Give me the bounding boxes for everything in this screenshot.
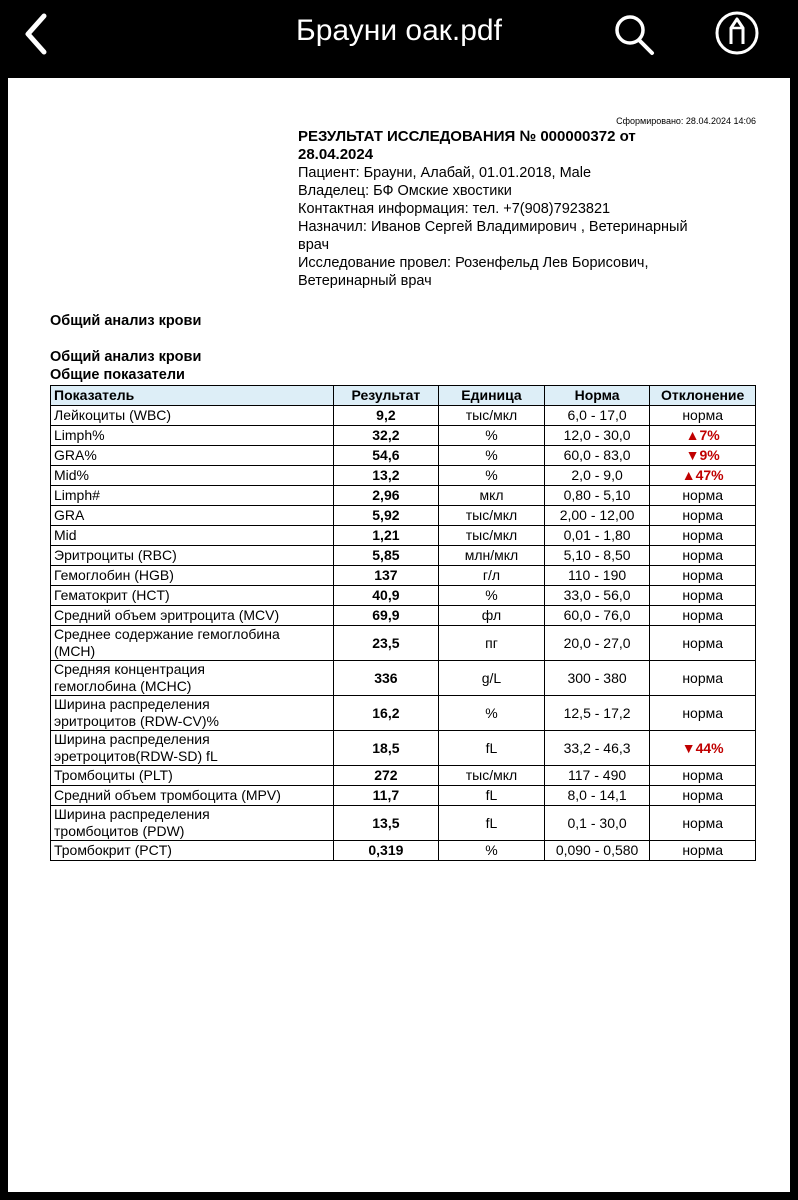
row-deviation: норма: [650, 486, 756, 506]
row-value: 5,92: [333, 506, 439, 526]
row-name-line1: Ширина распределения: [54, 696, 210, 712]
row-unit: тыс/мкл: [439, 406, 545, 426]
row-norm: 12,5 - 17,2: [544, 696, 650, 731]
results-table: [50, 385, 756, 861]
table-header-row: [51, 386, 756, 406]
row-name: [51, 626, 334, 661]
row-unit: %: [439, 446, 545, 466]
header-norm: Норма: [544, 386, 650, 406]
row-name-line2: эретроцитов(RDW-SD) fL: [54, 748, 218, 764]
row-unit: фл: [439, 606, 545, 626]
table-row: [51, 586, 756, 606]
row-value: 16,2: [333, 696, 439, 731]
row-name: GRA%: [51, 446, 334, 466]
contact-line: Контактная информация: тел. +7(908)7923821: [298, 201, 611, 217]
row-norm: 33,0 - 56,0: [544, 586, 650, 606]
row-deviation: норма: [650, 406, 756, 426]
table-row: [51, 626, 756, 661]
table-row: [51, 566, 756, 586]
row-name: Тромбоциты (PLT): [51, 766, 334, 786]
row-value: 13,2: [333, 466, 439, 486]
row-norm: 0,1 - 30,0: [544, 806, 650, 841]
table-subheading: Общие показатели: [50, 367, 185, 383]
row-value: 23,5: [333, 626, 439, 661]
table-row: [51, 806, 756, 841]
table-row: [51, 526, 756, 546]
table-row: [51, 786, 756, 806]
row-name: Гематокрит (HCT): [51, 586, 334, 606]
table-row: [51, 696, 756, 731]
row-unit: fL: [439, 731, 545, 766]
row-norm: 300 - 380: [544, 661, 650, 696]
row-norm: 5,10 - 8,50: [544, 546, 650, 566]
table-row: [51, 766, 756, 786]
row-value: 13,5: [333, 806, 439, 841]
row-unit: %: [439, 696, 545, 731]
row-unit: пг: [439, 626, 545, 661]
search-button[interactable]: [612, 12, 656, 56]
row-unit: g/L: [439, 661, 545, 696]
row-deviation: норма: [650, 566, 756, 586]
row-name: Лейкоциты (WBC): [51, 406, 334, 426]
row-name: [51, 731, 334, 766]
row-norm: 0,090 - 0,580: [544, 841, 650, 861]
row-unit: тыс/мкл: [439, 766, 545, 786]
row-name: [51, 661, 334, 696]
row-value: 54,6: [333, 446, 439, 466]
row-name-line1: Ширина распределения: [54, 806, 210, 822]
owner-line: Владелец: БФ Омские хвостики: [298, 183, 512, 199]
row-deviation: ▲47%: [650, 466, 756, 486]
row-name: GRA: [51, 506, 334, 526]
row-name-line1: Ширина распределения: [54, 731, 210, 747]
assigned-line2: врач: [298, 237, 330, 253]
row-name: Средний объем тромбоцита (MPV): [51, 786, 334, 806]
row-name: Mid: [51, 526, 334, 546]
performed-line2: Ветеринарный врач: [298, 273, 432, 289]
row-deviation: норма: [650, 526, 756, 546]
header-deviation: Отклонение: [650, 386, 756, 406]
row-deviation: норма: [650, 626, 756, 661]
row-unit: мкл: [439, 486, 545, 506]
row-value: 32,2: [333, 426, 439, 446]
table-row: [51, 506, 756, 526]
row-unit: млн/мкл: [439, 546, 545, 566]
row-norm: 2,0 - 9,0: [544, 466, 650, 486]
table-row: [51, 546, 756, 566]
pdf-page[interactable]: [8, 78, 790, 1192]
row-value: 2,96: [333, 486, 439, 506]
row-name: Эритроциты (RBC): [51, 546, 334, 566]
row-unit: %: [439, 466, 545, 486]
row-deviation: норма: [650, 806, 756, 841]
report-title-line2: 28.04.2024: [298, 146, 374, 163]
table-row: [51, 486, 756, 506]
row-deviation: норма: [650, 661, 756, 696]
row-name-line1: Средняя концентрация: [54, 661, 205, 677]
performed-line1: Исследование провел: Розенфельд Лев Борисович,: [298, 255, 649, 271]
row-norm: 20,0 - 27,0: [544, 626, 650, 661]
table-row: [51, 406, 756, 426]
table-row: [51, 426, 756, 446]
row-deviation: ▼44%: [650, 731, 756, 766]
row-deviation: норма: [650, 586, 756, 606]
header-result: Результат: [333, 386, 439, 406]
row-value: 1,21: [333, 526, 439, 546]
row-norm: 0,01 - 1,80: [544, 526, 650, 546]
row-value: 5,85: [333, 546, 439, 566]
row-deviation: норма: [650, 546, 756, 566]
row-unit: г/л: [439, 566, 545, 586]
row-deviation: ▲7%: [650, 426, 756, 446]
row-value: 69,9: [333, 606, 439, 626]
row-name: Mid%: [51, 466, 334, 486]
row-deviation: норма: [650, 606, 756, 626]
top-bar: [0, 0, 798, 70]
header-indicator: Показатель: [51, 386, 334, 406]
row-name: Тромбокрит (PCT): [51, 841, 334, 861]
row-value: 336: [333, 661, 439, 696]
row-value: 137: [333, 566, 439, 586]
row-deviation: норма: [650, 841, 756, 861]
row-norm: 0,80 - 5,10: [544, 486, 650, 506]
row-deviation: ▼9%: [650, 446, 756, 466]
row-norm: 33,2 - 46,3: [544, 731, 650, 766]
patient-line: Пациент: Брауни, Алабай, 01.01.2018, Male: [298, 165, 592, 181]
row-unit: fL: [439, 806, 545, 841]
row-value: 18,5: [333, 731, 439, 766]
row-norm: 12,0 - 30,0: [544, 426, 650, 446]
row-name-line2: тромбоцитов (PDW): [54, 823, 185, 839]
row-norm: 6,0 - 17,0: [544, 406, 650, 426]
markup-button[interactable]: [714, 10, 760, 56]
row-unit: %: [439, 586, 545, 606]
table-row: [51, 466, 756, 486]
row-name-line2: (MCH): [54, 643, 96, 659]
row-value: 11,7: [333, 786, 439, 806]
row-name-line1: Среднее содержание гемоглобина: [54, 626, 280, 642]
row-unit: %: [439, 841, 545, 861]
table-row: [51, 661, 756, 696]
report-header: [298, 128, 768, 290]
table-row: [51, 841, 756, 861]
row-name: [51, 806, 334, 841]
row-value: 40,9: [333, 586, 439, 606]
row-deviation: норма: [650, 786, 756, 806]
row-name-line2: гемоглобина (MCHC): [54, 678, 192, 694]
generated-timestamp: Сформировано: 28.04.2024 14:06: [616, 116, 756, 126]
row-name-line2: эритроцитов (RDW-CV)%: [54, 713, 220, 729]
row-norm: 60,0 - 83,0: [544, 446, 650, 466]
row-deviation: норма: [650, 696, 756, 731]
row-name: Средний объем эритроцита (MCV): [51, 606, 334, 626]
table-heading: Общий анализ крови: [50, 349, 202, 365]
row-value: 272: [333, 766, 439, 786]
row-name: Гемоглобин (HGB): [51, 566, 334, 586]
report-title-line1: РЕЗУЛЬТАТ ИССЛЕДОВАНИЯ № 000000372 от: [298, 128, 636, 145]
row-norm: 117 - 490: [544, 766, 650, 786]
row-norm: 8,0 - 14,1: [544, 786, 650, 806]
row-unit: %: [439, 426, 545, 446]
row-name: [51, 696, 334, 731]
row-unit: тыс/мкл: [439, 506, 545, 526]
row-unit: тыс/мкл: [439, 526, 545, 546]
row-value: 9,2: [333, 406, 439, 426]
row-norm: 110 - 190: [544, 566, 650, 586]
row-deviation: норма: [650, 506, 756, 526]
search-icon: [612, 12, 656, 56]
table-row: [51, 446, 756, 466]
table-row: [51, 606, 756, 626]
row-name: Limph#: [51, 486, 334, 506]
assigned-line1: Назначил: Иванов Сергей Владимирович , Ветеринарный: [298, 219, 688, 235]
row-norm: 60,0 - 76,0: [544, 606, 650, 626]
document-title: Брауни оак.pdf: [296, 14, 502, 47]
table-row: [51, 731, 756, 766]
row-value: 0,319: [333, 841, 439, 861]
row-norm: 2,00 - 12,00: [544, 506, 650, 526]
row-name: Limph%: [51, 426, 334, 446]
pen-markup-icon: [714, 10, 760, 56]
header-unit: Единица: [439, 386, 545, 406]
row-unit: fL: [439, 786, 545, 806]
section-heading: Общий анализ крови: [50, 313, 202, 329]
row-deviation: норма: [650, 766, 756, 786]
